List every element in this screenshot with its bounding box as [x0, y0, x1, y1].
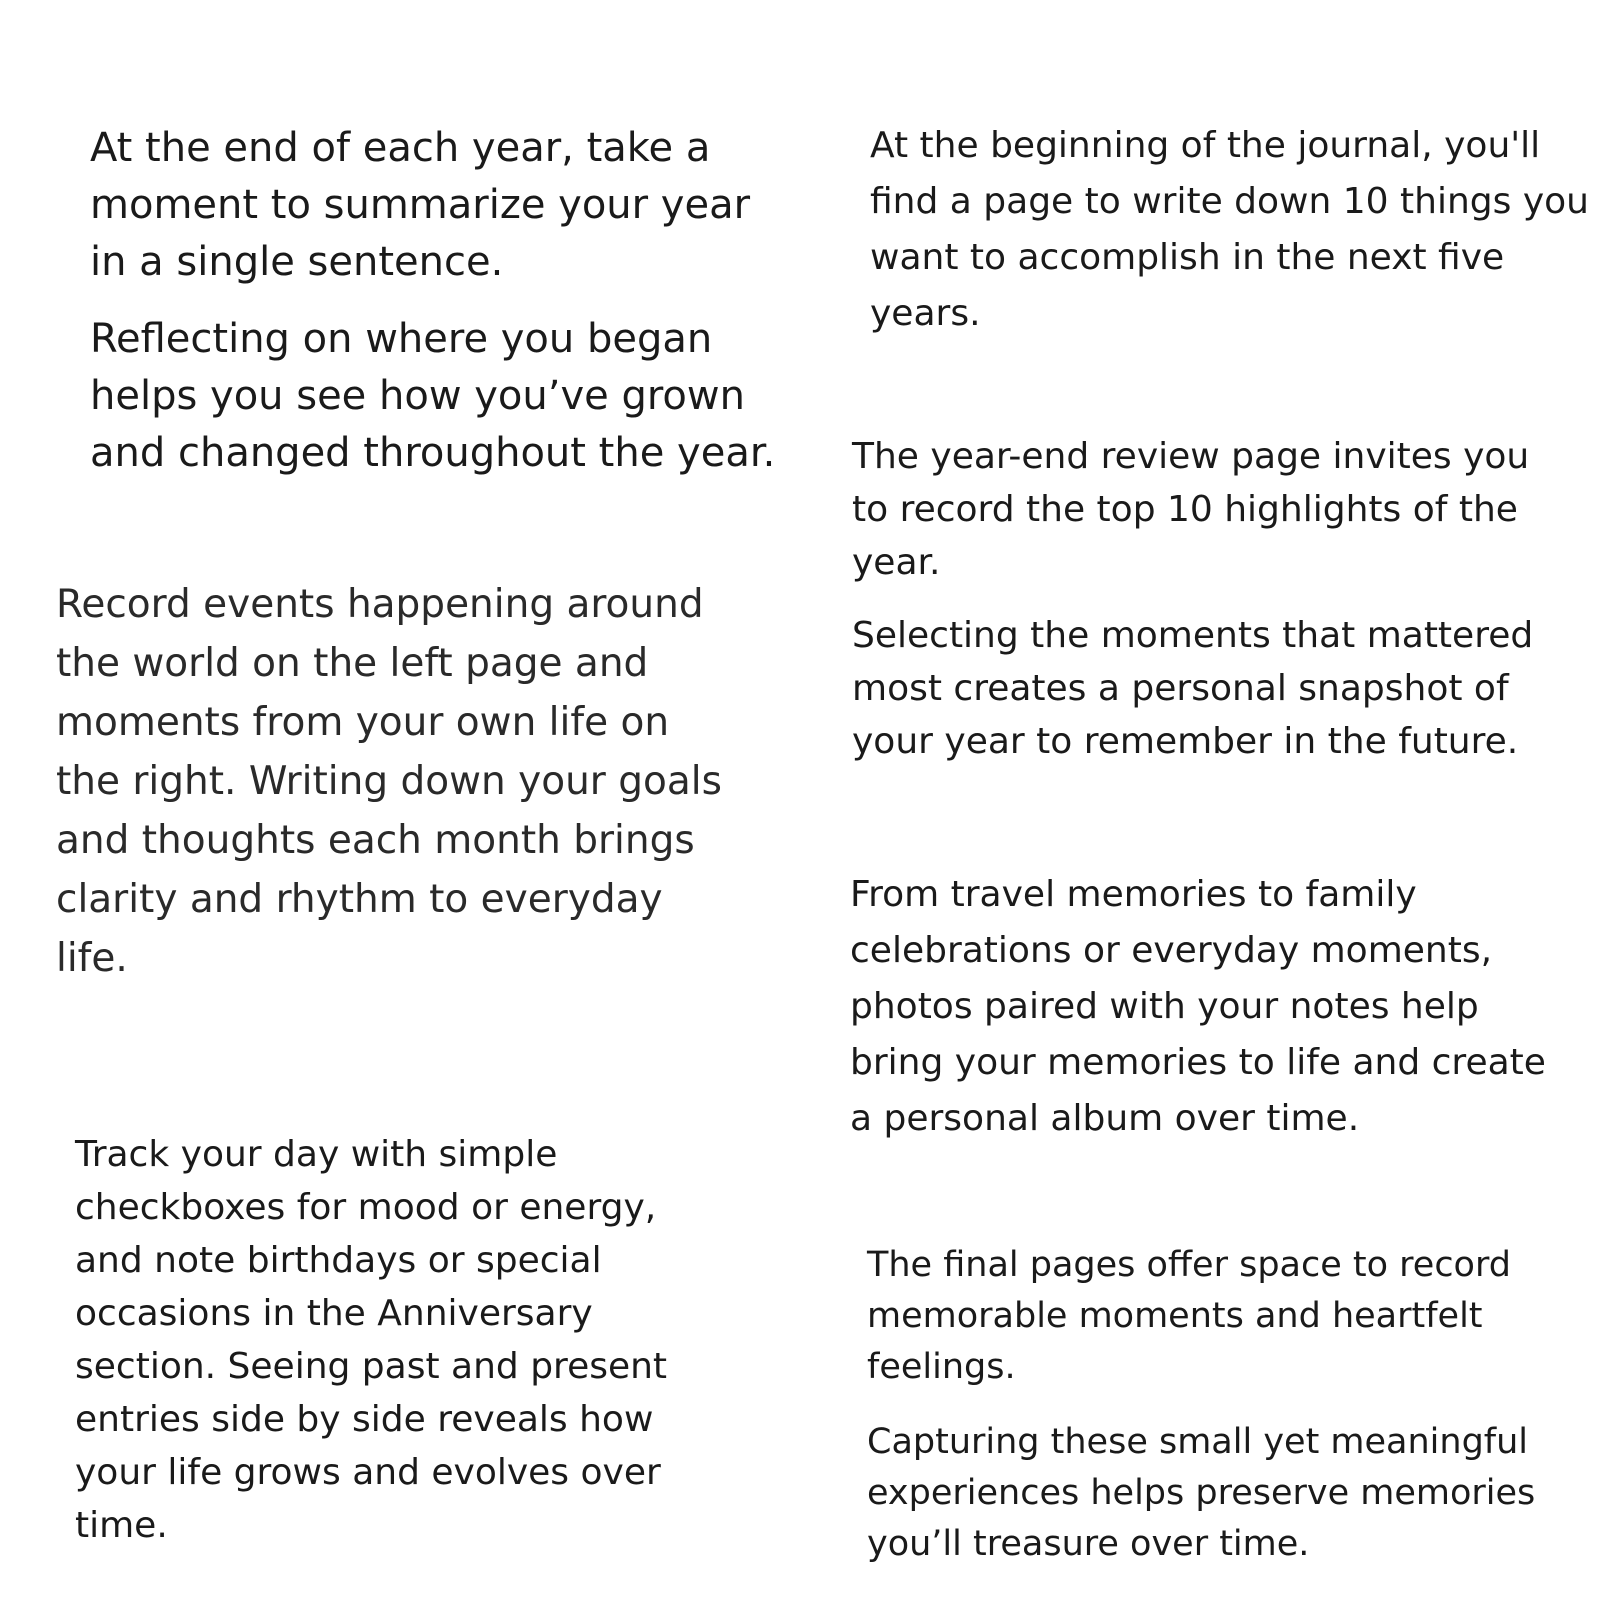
year-summary-paragraph: At the end of each year, take a moment to summarize your year in a single sentence.: [90, 125, 751, 285]
five-year-goals-text-block: [870, 118, 1600, 342]
daily-tracker-text-block: [75, 1128, 795, 1552]
photo-memories-text-block: [850, 867, 1590, 1147]
daily-tracker-paragraph: Track your day with simple checkboxes for mood or energy, and note birthdays or special occasions in the Anniversary section. Seeing past and present entries side by side reveals how your life grows and evolves over time.: [75, 1134, 668, 1546]
final-pages-paragraph: The final pages offer space to record memorable moments and heartfelt feelings.: [867, 1245, 1511, 1387]
year-summary-text-block: [90, 120, 810, 482]
snapshot-paragraph: Selecting the moments that mattered most creates a personal snapshot of your year to remember in the future.: [852, 615, 1534, 762]
reflection-paragraph: Reflecting on where you began helps you see how you’ve grown and changed throughout the year.: [90, 316, 776, 476]
year-end-review-paragraph: The year-end review page invites you to record the top 10 highlights of the year.: [852, 436, 1530, 583]
world-events-paragraph: Record events happening around the world on the left page and moments from your own life on the right. Writing down your goals and thoughts each month brings clarity and rhythm to everyday life.: [56, 582, 722, 981]
world-events-text-block: [56, 575, 816, 988]
photo-memories-paragraph: From travel memories to family celebrations or everyday moments, photos paired with your notes help bring your memories to life and create a personal album over time.: [850, 874, 1546, 1139]
final-pages-text-block: [867, 1240, 1587, 1570]
five-year-goals-paragraph: At the beginning of the journal, you'll find a page to write down 10 things you want to accomplish in the next five years.: [870, 125, 1589, 334]
year-end-review-text-block: [852, 430, 1592, 768]
meaningful-experiences-paragraph: Capturing these small yet meaningful experiences helps preserve memories you’ll treasure over time.: [867, 1422, 1536, 1564]
